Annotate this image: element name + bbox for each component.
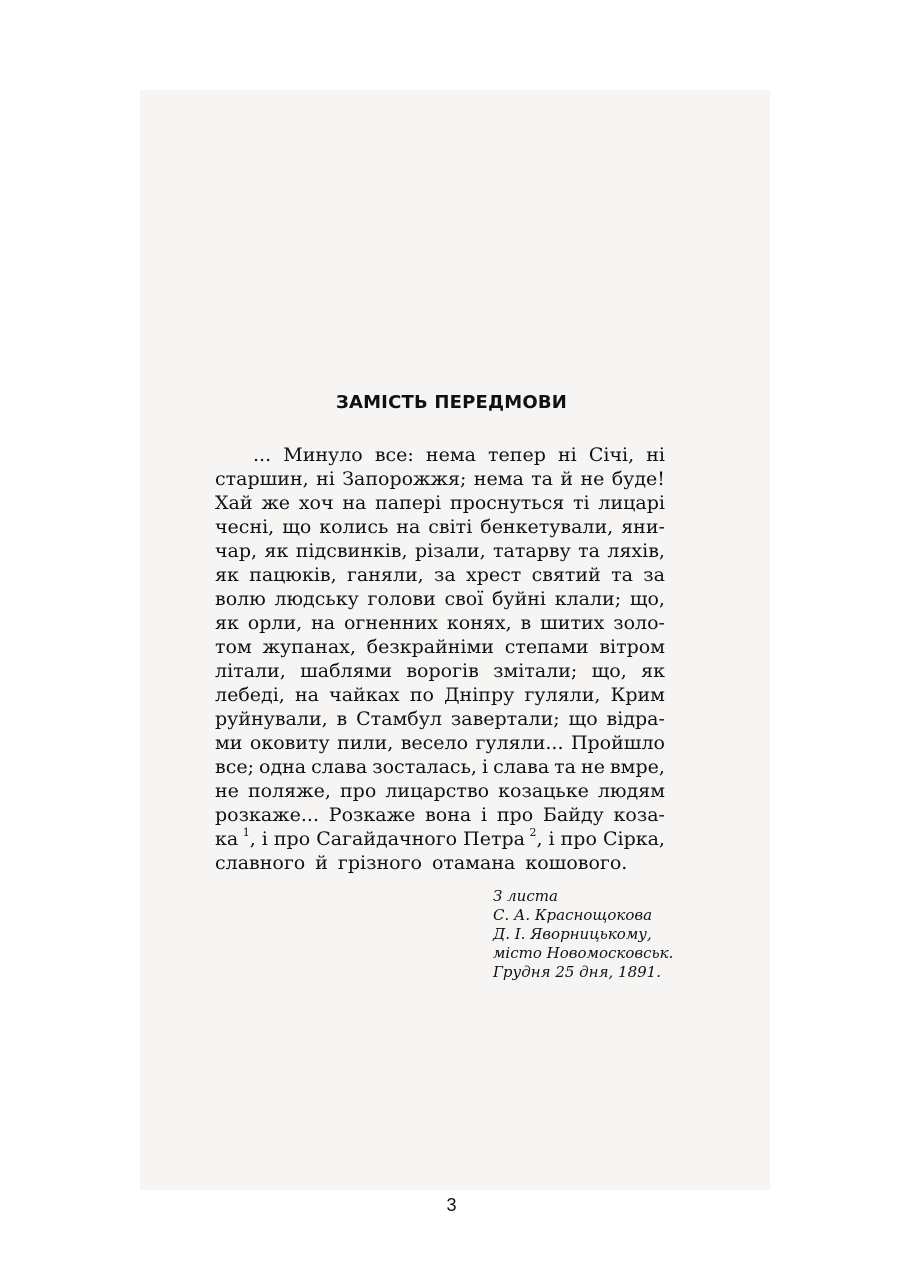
text-line [215,755,665,779]
word: поляже, [248,780,331,802]
word: козацьке [498,780,589,802]
word: на [342,492,367,514]
word: ми [215,732,243,754]
word: пацюків, [249,564,337,586]
word: як [215,612,239,634]
word: проснуться [450,492,565,514]
word: оковиту [249,732,330,754]
word: лицарі [598,492,665,514]
word: зосталась, [372,756,477,778]
word: шаблями [300,660,393,682]
word: чайках [329,684,400,706]
word: гуляли... [475,732,564,754]
word: і [481,804,488,826]
text-line [215,683,665,707]
word: Байду [542,804,604,826]
word: тепер [488,444,546,466]
page-title: ЗАМІСТЬ ПЕРЕДМОВИ [335,392,568,413]
word: том [215,636,252,658]
text-line [215,467,665,491]
body-text [215,443,665,875]
word: все; [215,756,254,778]
word: безкрайніми [366,636,494,658]
word: кошового. [525,852,628,874]
text-line [215,563,665,587]
text-line [215,491,665,515]
word: світі [428,516,473,538]
text-line [215,659,665,683]
word: татарву [493,540,571,562]
word: ... [253,444,272,466]
word: пили, [337,732,394,754]
word: ні [646,444,665,466]
word: голови [367,588,436,610]
word: Минуло [283,444,363,466]
word: завертали; [450,708,560,730]
word: жупанах, [262,636,356,658]
word: не [215,780,239,802]
word: й [315,852,328,874]
text-line [215,443,665,467]
word: що [282,516,312,538]
word: в [520,612,532,634]
word: святий [531,564,601,586]
word: і [481,756,489,778]
word: слава [311,756,368,778]
word: хоч [298,492,334,514]
text-line-last [215,851,665,875]
word: конях, [446,612,512,634]
word: Січі, [588,444,635,466]
word: Запорожжя; [342,468,467,490]
word: лицарство [385,780,490,802]
word: людям [597,780,665,802]
text-line [215,539,665,563]
text-segment: , і про Сірка, [536,828,665,850]
text-line [215,635,665,659]
word: яни- [621,516,665,538]
footnote-marker[interactable]: 2 [529,825,537,839]
word: й [560,468,574,490]
word: Дніпру [444,684,515,706]
word: бенкетували, [480,516,614,538]
word: в [336,708,348,730]
word: Пройшло [570,732,665,754]
word: ні [316,468,335,490]
word: про [496,804,534,826]
word: старшин, [215,468,309,490]
word: підсвинків, [295,540,408,562]
word: по [409,684,434,706]
word: буде! [611,468,665,490]
word: папері [375,492,442,514]
text-line [215,587,665,611]
word: ворогів [406,660,479,682]
word: Хай [215,492,253,514]
text-line [215,611,665,635]
word: волю [215,588,266,610]
word: та [578,540,600,562]
word: вмре, [609,756,665,778]
word: все: [374,444,414,466]
word: свої [444,588,484,610]
word: нема [425,444,476,466]
text-line [215,731,665,755]
text-line [215,779,665,803]
signature-line: З листа [493,887,558,905]
word: орли, [247,612,303,634]
word: змітали; [493,660,578,682]
signature-line: Грудня 25 дня, 1891. [493,963,661,981]
word: весело [400,732,469,754]
word: на [294,684,319,706]
word: хрест [466,564,522,586]
word: вона [425,804,472,826]
word: на [311,612,336,634]
word: не [581,756,605,778]
word: ляхів, [607,540,665,562]
word: чесні, [215,516,275,538]
word: ні [557,444,577,466]
word: коза- [613,804,665,826]
word: колись [319,516,389,538]
word: що [568,708,598,730]
signature-block [493,887,673,982]
word: клали; [554,588,622,610]
word: відра- [606,708,665,730]
word: та [554,756,577,778]
word: руйнували, [215,708,328,730]
word: одна [259,756,307,778]
word: слава [493,756,550,778]
word: розкаже... [215,804,320,826]
word: не [580,468,605,490]
word: буйні [491,588,547,610]
word: як [264,540,289,562]
word: чар, [215,540,258,562]
word: та [531,468,554,490]
word: літали, [215,660,286,682]
word: золо- [613,612,665,634]
page-number: 3 [446,1195,457,1215]
word: про [340,780,377,802]
signature-line: місто Новомосковськ. [493,944,674,962]
word: як [215,564,239,586]
word: що, [591,660,627,682]
word: Розкаже [328,804,416,826]
word: за [643,564,665,586]
text-line-footnotes [215,827,665,851]
word: ті [573,492,590,514]
signature-line: Д. І. Яворницькому, [493,925,652,943]
word: людську [274,588,359,610]
word: ганяли, [346,564,424,586]
word: Крим [610,684,665,706]
text-line [215,515,665,539]
word: гуляли, [524,684,601,706]
word: грізного [337,852,422,874]
word: шитих [540,612,605,634]
word: же [261,492,291,514]
word: на [396,516,421,538]
word: лебеді, [215,684,285,706]
text-segment: , і про Сагайдачного Петра [249,828,525,850]
word: та [611,564,633,586]
word: різали, [414,540,486,562]
word: Стамбул [356,708,442,730]
text-segment: ка [215,828,239,850]
word: вітром [599,636,665,658]
word: нема [473,468,524,490]
footnote-marker[interactable]: 1 [242,825,250,839]
word: за [433,564,456,586]
text-line [215,707,665,731]
word: огненних [343,612,438,634]
word: степами [504,636,589,658]
word: як [641,660,665,682]
word: що, [629,588,665,610]
word: отамана [431,852,516,874]
text-line [215,803,665,827]
word: славного [215,852,306,874]
signature-line: С. А. Краснощокова [493,906,653,924]
